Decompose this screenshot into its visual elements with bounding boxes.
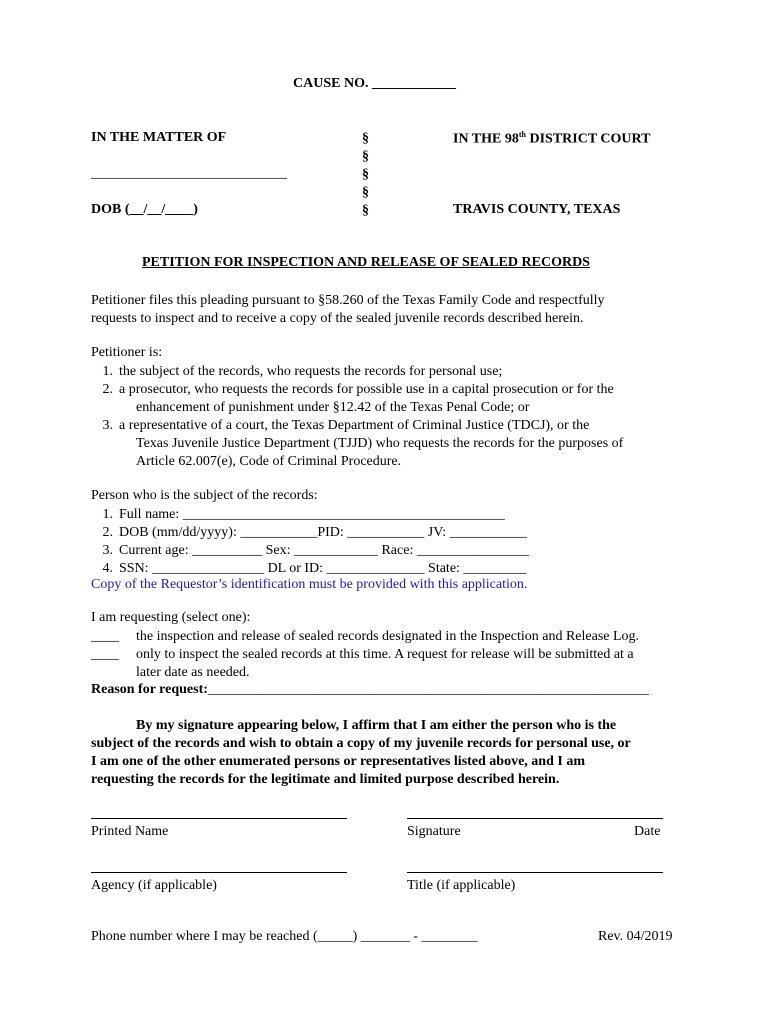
court-ordinal: th — [518, 130, 526, 139]
page-title: PETITION FOR INSPECTION AND RELEASE OF SEALED RECORDS — [142, 255, 590, 270]
list-item — [91, 381, 623, 399]
list-text: Article 62.007(e), Code of Criminal Procedure. — [136, 454, 402, 469]
subject-heading: Person who is the subject of the records: — [91, 488, 318, 503]
affirmation-line: I am one of the other enumerated persons or representatives listed above, and I am — [91, 754, 585, 769]
section-mark: § — [362, 167, 369, 182]
revision-label: Rev. 04/2019 — [598, 929, 673, 944]
full-name-field[interactable] — [91, 506, 529, 524]
section-mark: § — [362, 185, 369, 200]
date-label: Date — [634, 824, 661, 839]
field-text: Full name: ______________________________________________ — [119, 507, 505, 522]
option-inspect-only[interactable] — [91, 646, 639, 664]
option-text: the inspection and release of sealed records designated in the Inspection and Release Log. — [136, 629, 640, 644]
ssn-dl-state-field[interactable] — [91, 560, 529, 578]
reason-blank[interactable]: _______________________________________________________________ — [207, 682, 649, 697]
affirmation-paragraph — [91, 717, 631, 789]
option-checkbox-blank[interactable]: ____ — [91, 629, 119, 644]
list-number: 3. — [102, 418, 113, 433]
intro-line: Petitioner files this pleading pursuant to §58.260 of the Texas Family Code and respectfully — [91, 293, 605, 308]
reason-field[interactable] — [91, 682, 649, 698]
list-text: Texas Juvenile Justice Department (TJJD) who requests the records for the purposes of — [136, 436, 624, 451]
list-item — [91, 417, 623, 435]
petitioner-heading: Petitioner is: — [91, 345, 163, 360]
county-label: TRAVIS COUNTY, TEXAS — [453, 202, 621, 217]
section-mark: § — [362, 131, 369, 146]
affirmation-line: requesting the records for the legitimate and limited purpose described herein. — [91, 772, 560, 787]
court-suffix: DISTRICT COURT — [526, 131, 651, 147]
affirmation-line: By my signature appearing below, I affirm that I am either the person who is the — [136, 718, 617, 733]
list-item — [91, 363, 623, 381]
option-inspect-release[interactable] — [91, 628, 639, 646]
option-checkbox-blank[interactable]: ____ — [91, 647, 119, 662]
phone-field[interactable]: Phone number where I may be reached (_____) _______ - ________ — [91, 929, 478, 944]
intro-paragraph — [91, 292, 605, 328]
field-text: SSN: ________________ DL or ID: ______________ State: _________ — [119, 561, 527, 576]
dob-pid-jv-field[interactable] — [91, 524, 529, 542]
request-options — [91, 628, 639, 682]
signature-line[interactable] — [407, 818, 663, 819]
intro-line: requests to inspect and to receive a copy of the sealed juvenile records described herein. — [91, 311, 584, 326]
dob-field[interactable]: DOB (__/__/____) — [91, 202, 198, 217]
list-number: 3. — [102, 543, 113, 558]
court-label — [453, 130, 651, 148]
section-mark: § — [362, 149, 369, 164]
option-text: later date as needed. — [136, 665, 250, 680]
subject-fields — [91, 506, 529, 578]
cause-number: CAUSE NO. ____________ — [293, 76, 456, 91]
requesting-heading: I am requesting (select one): — [91, 610, 251, 625]
agency-line[interactable] — [91, 872, 347, 873]
list-text: the subject of the records, who requests the records for personal use; — [119, 364, 503, 379]
list-number: 1. — [102, 507, 113, 522]
signature-label: Signature — [407, 824, 461, 839]
list-number: 1. — [102, 364, 113, 379]
petitioner-list — [91, 363, 623, 471]
list-text: enhancement of punishment under §12.42 of the Texas Penal Code; or — [136, 400, 530, 415]
printed-name-line[interactable] — [91, 818, 347, 819]
list-number: 4. — [102, 561, 113, 576]
option-text: only to inspect the sealed records at this time. A request for release will be submitted at a — [136, 647, 634, 662]
matter-of-label: IN THE MATTER OF — [91, 130, 227, 145]
affirmation-line: subject of the records and wish to obtain a copy of my juvenile records for personal use, or — [91, 736, 631, 751]
field-text: Current age: __________ Sex: ____________ Race: ________________ — [119, 543, 529, 558]
id-requirement-note: Copy of the Requestor’s identification must be provided with this application. — [91, 577, 528, 592]
title-line[interactable] — [407, 872, 663, 873]
list-number: 2. — [102, 382, 113, 397]
agency-label: Agency (if applicable) — [91, 878, 217, 893]
age-sex-race-field[interactable] — [91, 542, 529, 560]
list-text: a representative of a court, the Texas Department of Criminal Justice (TDCJ), or the — [119, 418, 590, 433]
section-marks — [362, 130, 369, 220]
field-text: DOB (mm/dd/yyyy): ___________PID: ___________ JV: ___________ — [119, 525, 527, 540]
printed-name-label: Printed Name — [91, 824, 169, 839]
section-mark: § — [362, 203, 369, 218]
court-prefix: IN THE 98 — [453, 131, 519, 147]
name-blank[interactable]: ____________________________ — [91, 166, 287, 181]
title-label: Title (if applicable) — [407, 878, 516, 893]
list-number: 2. — [102, 525, 113, 540]
reason-label: Reason for request: — [91, 682, 208, 697]
list-text: a prosecutor, who requests the records for possible use in a capital prosecution or for the — [119, 382, 614, 397]
